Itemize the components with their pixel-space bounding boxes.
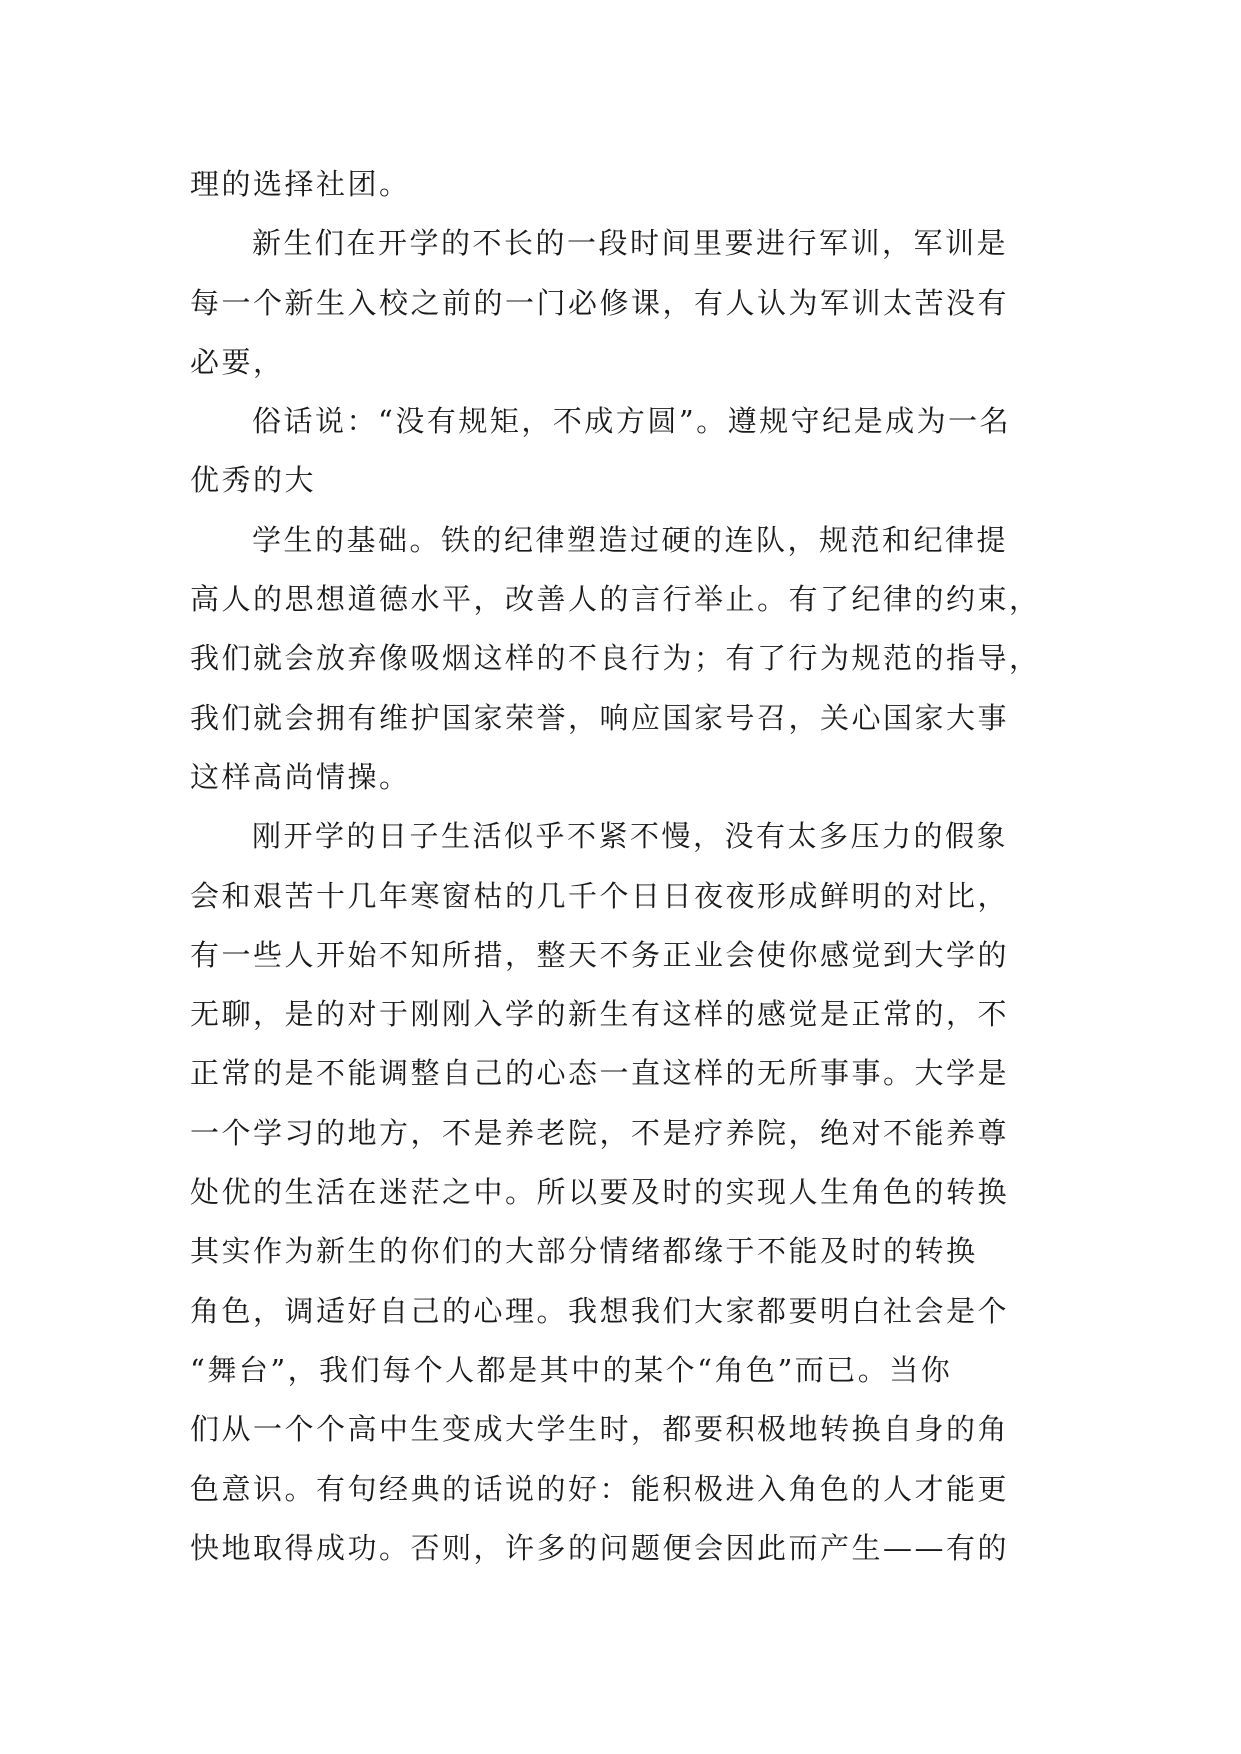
text-line: 学生的基础。铁的纪律塑造过硬的连队，规范和纪律提 (252, 522, 1009, 557)
text-line: 角色，调适好自己的心理。我想我们大家都要明白社会是个 (190, 1293, 1010, 1328)
text-line: 新生们在开学的不长的一段时间里要进行军训，军训是 (252, 226, 1009, 261)
text-line: 们从一个个高中生变成大学生时，都要积极地转换自身的角 (190, 1412, 1010, 1447)
text-line: 理的选择社团。 (190, 167, 411, 201)
text-line: 无聊，是的对于刚刚入学的新生有这样的感觉是正常的，不 (190, 997, 1010, 1032)
text-line: 其实作为新生的你们的大部分情绪都缘于不能及时的转换 (190, 1234, 978, 1269)
text-line: 处优的生活在迷茫之中。所以要及时的实现人生角色的转换 (190, 1175, 1010, 1210)
text-line: 俗话说：“没有规矩，不成方圆”。遵规守纪是成为一名 (252, 404, 1012, 439)
text-line: 色意识。有句经典的话说的好：能积极进入角色的人才能更 (190, 1471, 1010, 1506)
text-line: 这样高尚情操。 (190, 759, 411, 794)
body-text (190, 155, 1062, 1578)
text-line: 正常的是不能调整自己的心态一直这样的无所事事。大学是 (190, 1056, 1010, 1091)
text-line: 一个学习的地方，不是养老院，不是疗养院，绝对不能养尊 (190, 1115, 1010, 1150)
text-line: “舞台”，我们每个人都是其中的某个“角色”而已。当你 (190, 1352, 953, 1387)
text-line: 我们就会拥有维护国家荣誉，响应国家号召，关心国家大事 (190, 700, 1010, 735)
text-line: 每一个新生入校之前的一门必修课，有人认为军训太苦没有 (190, 285, 1010, 320)
text-line: 高人的思想道德水平，改善人的言行举止。有了纪律的约束， (190, 582, 1041, 617)
text-line: 刚开学的日子生活似乎不紧不慢，没有太多压力的假象 (252, 819, 1009, 854)
text-line: 优秀的大 (190, 463, 317, 498)
text-line: 我们就会放弃像吸烟这样的不良行为；有了行为规范的指导， (190, 641, 1041, 676)
text-line: 有一些人开始不知所措，整天不务正业会使你感觉到大学的 (190, 937, 1010, 972)
text-line: 必要， (190, 344, 285, 379)
text-line: 会和艰苦十几年寒窗枯的几千个日日夜夜形成鲜明的对比， (190, 878, 1010, 913)
text-line: 快地取得成功。否则，许多的问题便会因此而产生——有的 (190, 1530, 1010, 1565)
